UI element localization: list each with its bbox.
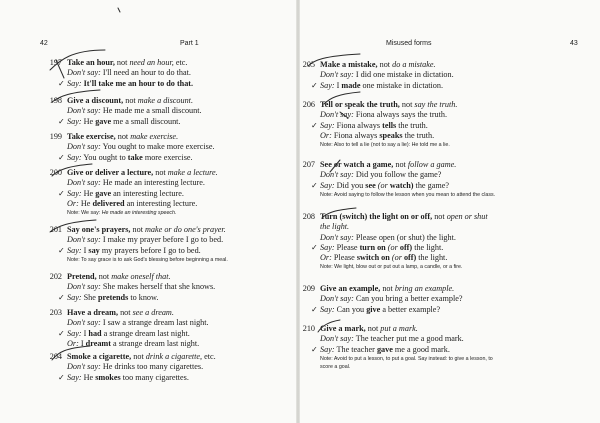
note-201: Note: To say grace is to ask God's blessing before beginning a meal. <box>67 256 228 263</box>
left-page <box>0 0 296 423</box>
note-210-line1: Note: Avoid to put a lesson, to put a goal. Say instead: to give a lesson, to <box>320 355 493 362</box>
entry-207: 207 See or watch a game, not follow a game. Don't say: Did you follow the game? ✓ Say: Did you see (or watch) the game? Note: Avoid saying to follow the lesson when you mean to attend the class. <box>300 160 495 200</box>
note-208: Note: We light, blow out or put out a lamp, a candle, or a fire. <box>320 264 463 271</box>
entry-204: 204 Smoke a cigarette, not drink a cigarette, etc. Don't say: He drinks too many cigarettes. ✓ Say: He smokes too many cigarettes. <box>49 352 216 382</box>
entry-200: 200 Give or deliver a lecture, not make a lecture. Don't say: He made an interesting lecture. ✓ Say: He gave an interesting lecture. Or: He delivered an interesting lecture. Note: We say: He made an interesting speech. <box>40 168 218 218</box>
entry-209: 209 Give an example, not bring an example. Don't say: Can you bring a better example? ✓ Say: Can you give a better example? <box>302 284 463 314</box>
note-207: Note: Avoid saying to follow the lesson when you mean to attend the class. <box>320 191 496 198</box>
entry-208: 208 Turn (switch) the light on or off, not open or shut the light. Don't say: Please open (or shut) the light. ✓ Say: Please turn on (or off) the light. Or: Please switch on (or off) the light. Note: We light, blow out or put out a lamp, a candle, or a fire. <box>300 212 488 272</box>
page-number-left: 42 <box>40 40 48 47</box>
note-200: Note: We say: He made an interesting speech. <box>67 210 177 217</box>
entry-198: 198 Give a discount, not make a discount. Don't say: He made me a small discount. ✓ Say: He gave me a small discount. <box>49 96 202 126</box>
entry-206: 206 Tell or speak the truth, not say the truth. Don't say: Fiona always says the truth. ✓ Say: Fiona always tells the truth. Or: Fiona always speaks the truth. Note: Also to tell a lie (not to say a lie): He told me a lie. <box>300 100 457 150</box>
note-206: Note: Also to tell a lie (not to say a lie): He told me a lie. <box>320 142 450 149</box>
running-header-left: Part 1 <box>180 40 199 47</box>
entry-199: 199 Take exercise, not make exercise. Don't say: You ought to make more exercise. ✓ Say: You ought to take more exercise. <box>49 132 215 162</box>
entry-202: 202 Pretend, not make oneself that. Don't say: She makes herself that she knows. ✓ Say: She pretends to know. <box>49 272 216 302</box>
entry-203: 203 Have a dream, not see a dream. Don't say: I saw a strange dream last night. ✓ Say: I had a strange dream last night. Or: I dreamt a strange dream last night. <box>49 308 209 348</box>
page-number-right: 43 <box>570 40 578 47</box>
entry-210: 210 Give a mark, not put a mark. Don't say: The teacher put me a good mark. ✓ Say: The teacher gave me a good mark. Note: Avoid to put a lesson, to put a goal. Say instead: to give a lesson, to score a goal. <box>300 324 493 370</box>
entry-197: 197 Take an hour, not need an hour, etc. Don't say: I'll need an hour to do that. ✓ Say: It'll take me an hour to do that. <box>49 58 194 88</box>
note-210-line2: score a goal. <box>320 363 351 370</box>
entry-201: 201 Say one's prayers, not make or do one's prayer. Don't say: I make my prayer before I go to bed. ✓ Say: I say my prayers before I go to bed. Note: To say grace is to ask God's blessing before beginning a meal. <box>40 225 228 265</box>
running-header-right: Misused forms <box>386 40 432 47</box>
right-page <box>300 0 600 423</box>
entry-205: 205 Make a mistake, not do a mistake. Don't say: I did one mistake in dictation. ✓ Say: I made one mistake in dictation. <box>302 60 454 90</box>
